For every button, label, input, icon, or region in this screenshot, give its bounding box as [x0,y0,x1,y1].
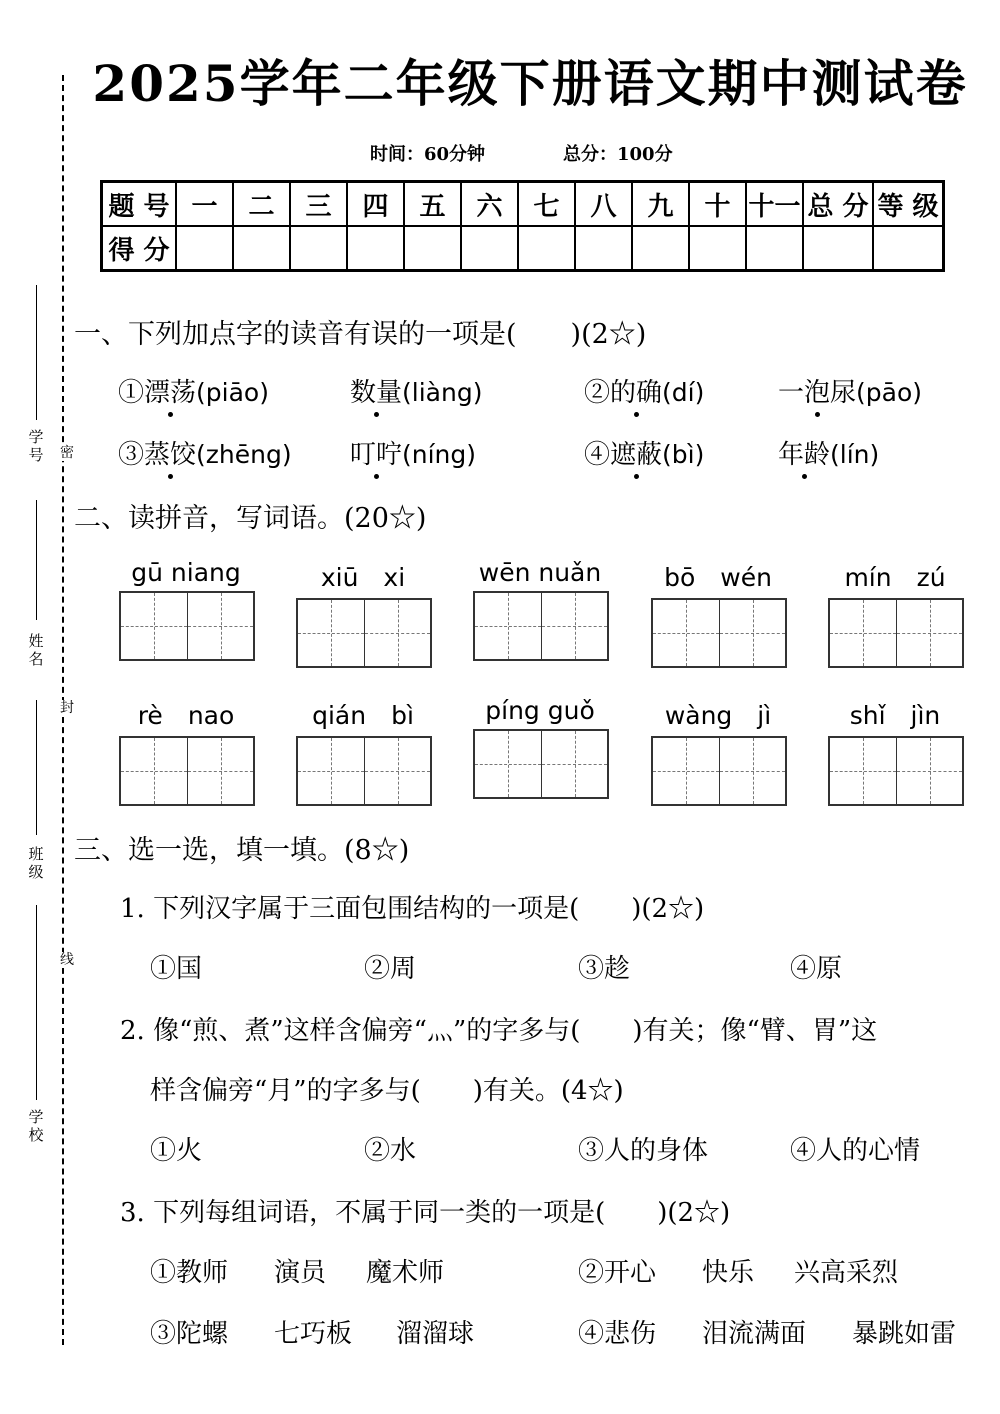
pinyin-word-box [296,558,430,668]
pinyin-prompt: bō wén [664,563,772,592]
name-rule [36,500,37,620]
class-rule [36,700,37,835]
pinyin-prompt: xiū xi [320,563,406,592]
seal-mark-feng: 封 [60,700,74,716]
dotted-word: 的确 [610,378,663,408]
header-col: 等 级 [873,182,944,227]
total-score: 总分：100分 [563,144,673,165]
header-label: 题 号 [102,182,177,227]
score-cell[interactable] [233,226,290,271]
pinyin-word-box [119,558,253,661]
q3-3-option-word: 快乐 [702,1258,755,1288]
q3-3-option-word: 溜溜球 [396,1319,475,1349]
pinyin-word-box [651,558,785,668]
q3-2-option: ③人的身体 [578,1136,709,1166]
header-col: 三 [290,182,347,227]
q1-option-3b: 叮咛(níng) [350,440,477,470]
header-col: 九 [632,182,689,227]
pinyin-word-box [119,696,253,806]
header-col: 五 [404,182,461,227]
q3-3-option: ②开心 [578,1258,657,1288]
q1-option-2b: 一泡尿(pāo) [778,378,923,408]
score-cell[interactable] [518,226,575,271]
tianzige-grid[interactable] [296,598,432,668]
q1-stem: 一、下列加点字的读音有误的一项是( )(2☆) [74,319,647,350]
pinyin-word-box [473,558,607,661]
student-id-rule [36,285,37,420]
q3-2-option: ②水 [364,1136,417,1166]
q1-option-3: ③蒸饺(zhēng) [118,440,292,470]
q3-3-option: ③陀螺 [150,1319,229,1349]
tianzige-grid[interactable] [296,736,432,806]
q3-1-option: ④原 [790,954,843,984]
q2-stem: 二、读拼音，写词语。(20☆) [74,503,427,534]
pinyin-prompt: gū niang [131,558,241,587]
school-label: 学校 [28,1108,44,1144]
header-col: 四 [347,182,404,227]
q3-2-line1: 2. 像“煎、煮”这样含偏旁“灬”的字多与( )有关；像“臂、胃”这 [120,1016,878,1046]
score-cell[interactable] [746,226,803,271]
q3-1-option: ①国 [150,954,203,984]
q1-option-1: ①漂荡(piāo) [118,378,269,408]
tianzige-grid[interactable] [828,736,964,806]
seal-mark-mi: 密 [60,445,74,461]
tianzige-grid[interactable] [828,598,964,668]
name-label: 姓名 [28,632,44,668]
q3-3-option: ①教师 [150,1258,229,1288]
pinyin-prompt: qián bì [312,701,414,730]
score-cell[interactable] [803,226,873,271]
score-table-score-row [102,226,944,271]
pinyin-word-box [473,696,607,799]
page-title: 2025学年二年级下册语文期中测试卷 [92,54,968,113]
pinyin-prompt: wàng jì [664,701,772,730]
dotted-word: 蒸饺 [144,440,197,470]
header-col: 总 分 [803,182,873,227]
score-cell[interactable] [404,226,461,271]
q3-3-option: ④悲伤 [578,1319,657,1349]
score-cell[interactable] [689,226,746,271]
dotted-word: 漂荡 [144,378,197,408]
q3-1-stem: 1. 下列汉字属于三面包围结构的一项是( )(2☆) [120,894,705,924]
tianzige-grid[interactable] [651,598,787,668]
pinyin-word-box [651,696,785,806]
q3-3-option-word: 魔术师 [366,1258,445,1288]
dotted-word: 遮蔽 [610,440,663,470]
score-label: 得 分 [102,226,177,271]
score-table-header-row [102,182,944,227]
school-rule [36,905,37,1100]
dotted-word: 年龄 [778,440,831,470]
score-cell[interactable] [873,226,944,271]
dotted-word: 叮咛 [350,440,403,470]
dotted-word: 数量 [350,378,403,408]
header-col: 八 [575,182,632,227]
tianzige-grid[interactable] [473,591,609,661]
q3-3-option-word: 兴高采烈 [794,1258,899,1288]
student-id-label: 学号 [28,428,44,464]
pinyin-prompt: mín zú [844,563,946,592]
tianzige-grid[interactable] [651,736,787,806]
q1-option-4b: 年龄(lín) [778,440,880,470]
score-cell[interactable] [575,226,632,271]
seal-mark-xian: 线 [60,952,74,968]
q3-2-option: ①火 [150,1136,203,1166]
q3-2-line2: 样含偏旁“月”的字多与( )有关。(4☆) [150,1076,624,1106]
score-cell[interactable] [290,226,347,271]
pinyin-prompt: shǐ jìn [849,701,941,730]
q3-3-option-word: 演员 [274,1258,327,1288]
q1-option-1b: 数量(liàng) [350,378,483,408]
tianzige-grid[interactable] [119,736,255,806]
q1-option-4: ④遮蔽(bì) [584,440,705,470]
score-cell[interactable] [461,226,518,271]
tianzige-grid[interactable] [119,591,255,661]
q3-stem: 三、选一选，填一填。(8☆) [74,835,410,866]
score-table [100,180,945,272]
score-cell[interactable] [176,226,233,271]
tianzige-grid[interactable] [473,729,609,799]
header-col: 一 [176,182,233,227]
header-col: 七 [518,182,575,227]
q1-option-2: ②的确(dí) [584,378,705,408]
pinyin-prompt: wēn nuǎn [478,558,602,587]
header-col: 二 [233,182,290,227]
pinyin-word-box [296,696,430,806]
header-col: 六 [461,182,518,227]
q3-1-option: ③趁 [578,954,631,984]
header-col: 十一 [746,182,803,227]
score-cell[interactable] [632,226,689,271]
pinyin-word-box [828,696,962,806]
pinyin-prompt: píng guǒ [485,696,595,725]
class-label: 班级 [28,845,44,881]
dotted-word: 一泡尿 [778,378,857,408]
q3-3-option-word: 暴跳如雷 [852,1319,957,1349]
q3-1-option: ②周 [364,954,417,984]
q3-3-option-word: 七巧板 [274,1319,353,1349]
q3-2-option: ④人的心情 [790,1136,921,1166]
q3-3-stem: 3. 下列每组词语，不属于同一类的一项是( )(2☆) [120,1198,731,1228]
q3-3-option-word: 泪流满面 [702,1319,807,1349]
pinyin-word-box [828,558,962,668]
pinyin-prompt: rè nao [137,701,235,730]
header-col: 十 [689,182,746,227]
time-limit: 时间：60分钟 [370,144,486,165]
score-cell[interactable] [347,226,404,271]
